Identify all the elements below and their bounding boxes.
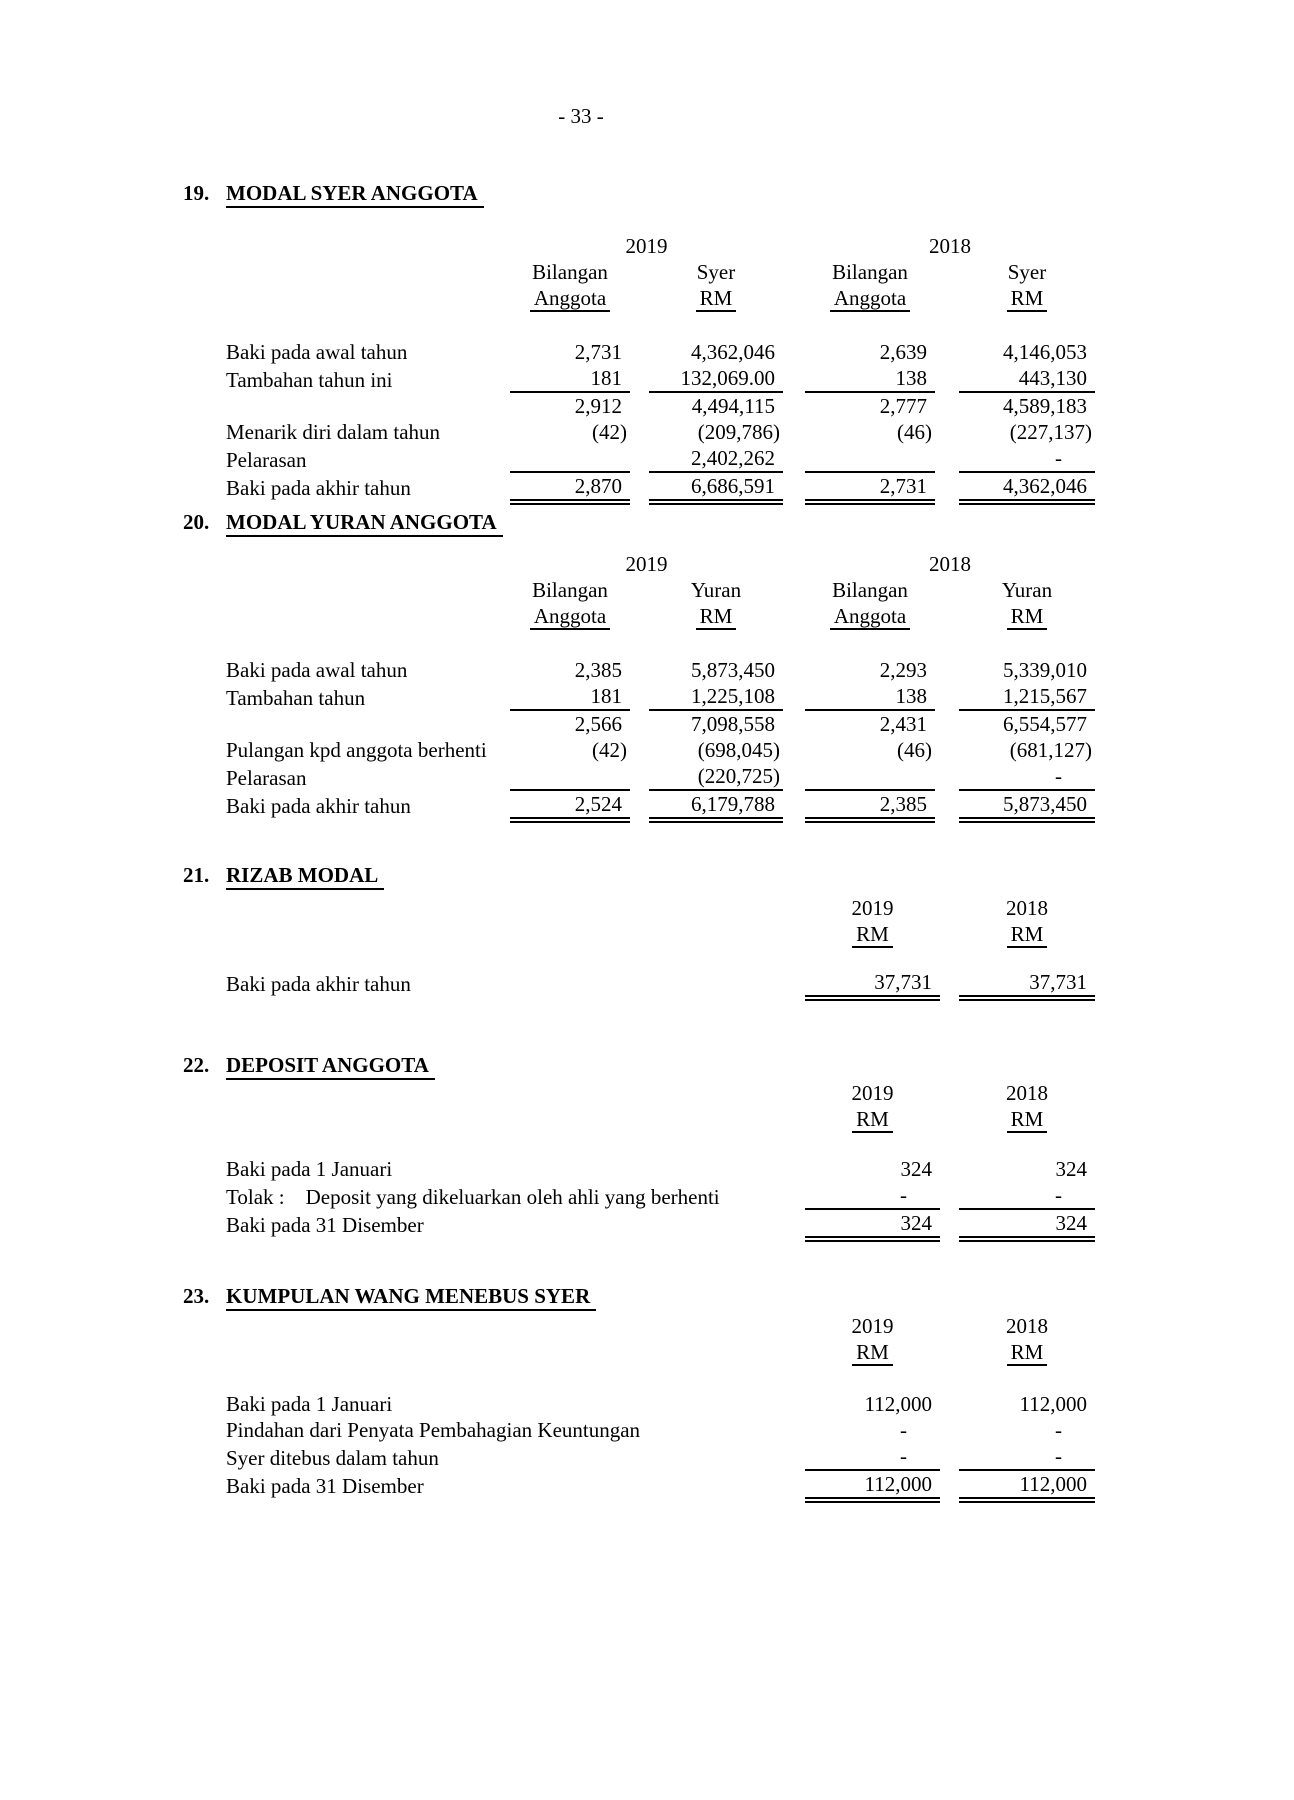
column-header: Anggota: [510, 285, 630, 311]
column-gap: [940, 1339, 959, 1365]
row-label: [226, 921, 805, 947]
column-gap: [940, 1443, 959, 1471]
column-header-row: [226, 577, 1095, 603]
row-label: Baki pada awal tahun: [226, 340, 408, 364]
row-label: [226, 393, 510, 419]
section-heading: [0, 862, 1294, 888]
section-number: 20.: [183, 510, 210, 534]
cell-value: (46): [897, 420, 932, 444]
column-gap: [935, 657, 959, 683]
row-label: Baki pada 1 Januari: [226, 1392, 393, 1416]
column-header: Syer: [1007, 260, 1047, 284]
section-22-table: [226, 1080, 1095, 1238]
cell-value: 5,339,010: [1003, 658, 1087, 682]
column-gap: [935, 473, 959, 501]
row-label: Pelarasan: [226, 448, 307, 472]
column-header-row: [226, 285, 1095, 311]
cell-value: 6,179,788: [649, 791, 783, 819]
row-label: Baki pada 1 Januari: [226, 1157, 393, 1181]
cell-value: -: [959, 763, 1095, 791]
column-header: RM: [959, 1106, 1095, 1132]
column-gap: [630, 577, 649, 603]
cell-value: 4,146,053: [1003, 340, 1087, 364]
table-row: [226, 791, 1095, 819]
row-label: Pindahan dari Penyata Pembahagian Keuntungan: [226, 1418, 641, 1442]
section-heading: [0, 509, 1294, 535]
section-21-table: [226, 895, 1095, 997]
column-header: Bilangan: [832, 578, 908, 602]
section-number: 21.: [183, 863, 210, 887]
cell-value: 138: [805, 365, 935, 393]
column-gap: [935, 259, 959, 285]
column-gap: [630, 737, 649, 763]
column-header-row: [226, 603, 1095, 629]
column-gap: [783, 419, 805, 445]
spacer-row: [226, 311, 1095, 339]
table-row: [226, 419, 1095, 445]
column-header-row: [226, 921, 1095, 947]
cell-value: 2,385: [805, 791, 935, 819]
cell-value: 2,639: [879, 340, 927, 364]
column-header: RM: [959, 1339, 1095, 1365]
column-gap: [630, 603, 649, 629]
section-number: 23.: [183, 1284, 210, 1308]
row-label: [226, 233, 510, 259]
cell-value: 2,293: [879, 658, 927, 682]
column-header-row: [226, 259, 1095, 285]
row-label: Baki pada akhir tahun: [226, 972, 411, 996]
section-title: MODAL SYER ANGGOTA: [226, 181, 484, 208]
section-number: 22.: [183, 1053, 210, 1077]
spacer-row: [226, 629, 1095, 657]
column-gap: [940, 1182, 959, 1210]
column-gap: [940, 1210, 959, 1238]
column-header: Syer: [696, 260, 736, 284]
column-gap: [630, 285, 649, 311]
cell-value: 2,402,262: [649, 445, 783, 473]
cell-value: (42): [592, 738, 627, 762]
column-gap: [783, 683, 805, 711]
table-row: [226, 445, 1095, 473]
cell-value: 112,000: [864, 1392, 932, 1416]
column-gap: [935, 445, 959, 473]
column-gap: [940, 1080, 959, 1106]
column-gap: [630, 445, 649, 473]
table-row: [226, 339, 1095, 365]
section-21: [0, 862, 1294, 997]
row-label: Baki pada akhir tahun: [226, 476, 411, 500]
column-gap: [630, 791, 649, 819]
cell-value: 2,912: [574, 394, 622, 418]
column-header: RM: [805, 1106, 940, 1132]
cell-value: -: [805, 1182, 940, 1210]
section-heading: [0, 180, 1294, 206]
row-label: [226, 259, 510, 285]
spacer-row: [226, 1132, 1095, 1156]
column-gap: [630, 419, 649, 445]
section-20: [0, 509, 1294, 819]
table-row: [226, 1210, 1095, 1238]
cell-value: 37,731: [805, 969, 940, 997]
cell-value: 2,524: [510, 791, 630, 819]
year-header: 2019: [625, 552, 668, 576]
section-title: DEPOSIT ANGGOTA: [226, 1053, 435, 1080]
column-header: RM: [805, 921, 940, 947]
column-header-row: [226, 1106, 1095, 1132]
row-label: Baki pada 31 Disember: [226, 1474, 424, 1498]
column-gap: [783, 577, 805, 603]
column-gap: [783, 551, 805, 577]
table-row: [226, 763, 1095, 791]
column-gap: [783, 233, 805, 259]
table-row: [226, 711, 1095, 737]
row-label: [226, 1106, 805, 1132]
row-label: [226, 1080, 805, 1106]
table-row: [226, 473, 1095, 501]
cell-value: 6,686,591: [649, 473, 783, 501]
column-gap: [783, 473, 805, 501]
column-header: Anggota: [805, 603, 935, 629]
section-19-table: [226, 233, 1095, 501]
cell-value: 112,000: [1019, 1392, 1087, 1416]
column-gap: [935, 711, 959, 737]
column-header: RM: [649, 285, 783, 311]
table-row: [226, 393, 1095, 419]
column-gap: [783, 445, 805, 473]
column-gap: [630, 711, 649, 737]
row-label: Syer ditebus dalam tahun: [226, 1446, 439, 1470]
column-gap: [940, 895, 959, 921]
column-gap: [783, 259, 805, 285]
table-row: [226, 1443, 1095, 1471]
row-label: Baki pada awal tahun: [226, 658, 408, 682]
year-header-row: [226, 1313, 1095, 1339]
year-header: 2019: [851, 1081, 894, 1105]
column-gap: [935, 763, 959, 791]
cell-value: 2,731: [574, 340, 622, 364]
row-label: Tambahan tahun ini: [226, 368, 393, 392]
column-header: RM: [649, 603, 783, 629]
column-gap: [935, 737, 959, 763]
column-header: RM: [959, 603, 1095, 629]
cell-value: 2,870: [510, 473, 630, 501]
cell-value: 37,731: [959, 969, 1095, 997]
section-heading: [0, 1052, 1294, 1078]
cell-value: 4,589,183: [1003, 394, 1087, 418]
table-row: [226, 1471, 1095, 1499]
cell-value: 112,000: [805, 1471, 940, 1499]
cell-value: 324: [1055, 1157, 1087, 1181]
cell-value: [805, 763, 935, 791]
cell-value: 7,098,558: [691, 712, 775, 736]
column-gap: [940, 1417, 959, 1443]
cell-value: -: [959, 445, 1095, 473]
column-gap: [630, 259, 649, 285]
column-gap: [630, 473, 649, 501]
cell-value: 5,873,450: [959, 791, 1095, 819]
column-gap: [783, 737, 805, 763]
column-gap: [935, 339, 959, 365]
row-label: [226, 711, 510, 737]
section-title: MODAL YURAN ANGGOTA: [226, 510, 503, 537]
section-title: KUMPULAN WANG MENEBUS SYER: [226, 1284, 596, 1311]
column-gap: [630, 657, 649, 683]
row-label: Pelarasan: [226, 766, 307, 790]
cell-value: 181: [510, 365, 630, 393]
table-row: [226, 737, 1095, 763]
cell-value: 1,225,108: [649, 683, 783, 711]
year-header: 2019: [625, 234, 668, 258]
cell-value: 1,215,567: [959, 683, 1095, 711]
column-gap: [940, 1391, 959, 1417]
column-gap: [935, 285, 959, 311]
year-header-row: [226, 1080, 1095, 1106]
row-label: Pulangan kpd anggota berhenti: [226, 738, 487, 762]
row-label: [226, 603, 510, 629]
cell-value: -: [1055, 1418, 1062, 1442]
section-23-table: [226, 1313, 1095, 1499]
cell-value: (681,127): [1009, 738, 1092, 762]
section-19: [0, 180, 1294, 501]
column-gap: [935, 419, 959, 445]
column-gap: [935, 603, 959, 629]
section-20-table: [226, 551, 1095, 819]
column-header: Yuran: [1001, 578, 1053, 602]
spacer-row: [226, 947, 1095, 969]
cell-value: 324: [900, 1157, 932, 1181]
table-row: [226, 1182, 1095, 1210]
cell-value: 112,000: [959, 1471, 1095, 1499]
cell-value: -: [959, 1182, 1095, 1210]
column-header: Anggota: [805, 285, 935, 311]
cell-value: 324: [959, 1210, 1095, 1238]
year-header-row: [226, 233, 1095, 259]
cell-value: -: [959, 1443, 1095, 1471]
column-gap: [935, 577, 959, 603]
column-header: Bilangan: [832, 260, 908, 284]
spacer-row: [226, 1365, 1095, 1391]
cell-value: 4,362,046: [959, 473, 1095, 501]
column-header: RM: [959, 921, 1095, 947]
column-gap: [783, 791, 805, 819]
cell-value: -: [805, 1443, 940, 1471]
column-gap: [783, 763, 805, 791]
cell-value: 4,494,115: [691, 394, 775, 418]
cell-value: 2,777: [879, 394, 927, 418]
cell-value: 132,069.00: [649, 365, 783, 393]
cell-value: 5,873,450: [691, 658, 775, 682]
cell-value: (209,786): [697, 420, 780, 444]
year-header: 2018: [1006, 1314, 1048, 1338]
cell-value: -: [900, 1418, 907, 1442]
row-label: Baki pada akhir tahun: [226, 794, 411, 818]
column-gap: [940, 1156, 959, 1182]
cell-value: [805, 445, 935, 473]
column-gap: [630, 683, 649, 711]
column-header: Anggota: [510, 603, 630, 629]
section-number: 19.: [183, 181, 210, 205]
column-gap: [630, 365, 649, 393]
column-gap: [935, 791, 959, 819]
row-label: [226, 895, 805, 921]
column-gap: [783, 711, 805, 737]
year-header: 2019: [851, 896, 894, 920]
cell-value: 6,554,577: [1003, 712, 1087, 736]
table-row: [226, 1156, 1095, 1182]
cell-value: 2,731: [805, 473, 935, 501]
column-header: RM: [959, 285, 1095, 311]
row-label: Tolak : Deposit yang dikeluarkan oleh ahli yang berhenti: [226, 1185, 720, 1209]
table-row: [226, 1417, 1095, 1443]
column-gap: [783, 339, 805, 365]
column-header: Bilangan: [532, 260, 608, 284]
cell-value: (46): [897, 738, 932, 762]
column-header: Yuran: [690, 578, 742, 602]
cell-value: 443,130: [959, 365, 1095, 393]
column-gap: [940, 1313, 959, 1339]
page-number: - 33 -: [558, 104, 604, 128]
cell-value: [510, 445, 630, 473]
column-gap: [783, 365, 805, 393]
year-header: 2018: [929, 552, 971, 576]
year-header: 2018: [1006, 1081, 1048, 1105]
column-gap: [935, 393, 959, 419]
section-title: RIZAB MODAL: [226, 863, 384, 890]
year-header: 2018: [929, 234, 971, 258]
column-header: Bilangan: [532, 578, 608, 602]
column-gap: [783, 285, 805, 311]
column-gap: [935, 683, 959, 711]
section-22: [0, 1052, 1294, 1238]
row-label: Menarik diri dalam tahun: [226, 420, 441, 444]
column-gap: [783, 393, 805, 419]
cell-value: (227,137): [1009, 420, 1092, 444]
table-row: [226, 1391, 1095, 1417]
row-label: [226, 577, 510, 603]
cell-value: 2,566: [574, 712, 622, 736]
table-row: [226, 969, 1095, 997]
cell-value: 324: [805, 1210, 940, 1238]
column-gap: [630, 763, 649, 791]
column-gap: [783, 603, 805, 629]
cell-value: 138: [805, 683, 935, 711]
row-label: [226, 285, 510, 311]
column-gap: [940, 969, 959, 997]
row-label: Baki pada 31 Disember: [226, 1213, 424, 1237]
column-gap: [935, 365, 959, 393]
column-gap: [783, 657, 805, 683]
year-header: 2018: [1006, 896, 1048, 920]
column-gap: [630, 393, 649, 419]
column-header: RM: [805, 1339, 940, 1365]
section-heading: [0, 1283, 1294, 1309]
year-header: 2019: [851, 1314, 894, 1338]
table-row: [226, 365, 1095, 393]
cell-value: (42): [592, 420, 627, 444]
cell-value: 2,431: [879, 712, 927, 736]
table-row: [226, 657, 1095, 683]
table-row: [226, 683, 1095, 711]
column-gap: [940, 921, 959, 947]
year-header-row: [226, 895, 1095, 921]
cell-value: 2,385: [574, 658, 622, 682]
row-label: [226, 1339, 805, 1365]
column-gap: [940, 1106, 959, 1132]
cell-value: [510, 763, 630, 791]
row-label: [226, 551, 510, 577]
row-label: Tambahan tahun: [226, 686, 366, 710]
year-header-row: [226, 551, 1095, 577]
cell-value: (698,045): [697, 738, 780, 762]
cell-value: (220,725): [649, 763, 783, 791]
section-23: [0, 1283, 1294, 1499]
column-gap: [940, 1471, 959, 1499]
column-gap: [630, 339, 649, 365]
cell-value: 181: [510, 683, 630, 711]
row-label: [226, 1313, 805, 1339]
cell-value: 4,362,046: [691, 340, 775, 364]
column-header-row: [226, 1339, 1095, 1365]
